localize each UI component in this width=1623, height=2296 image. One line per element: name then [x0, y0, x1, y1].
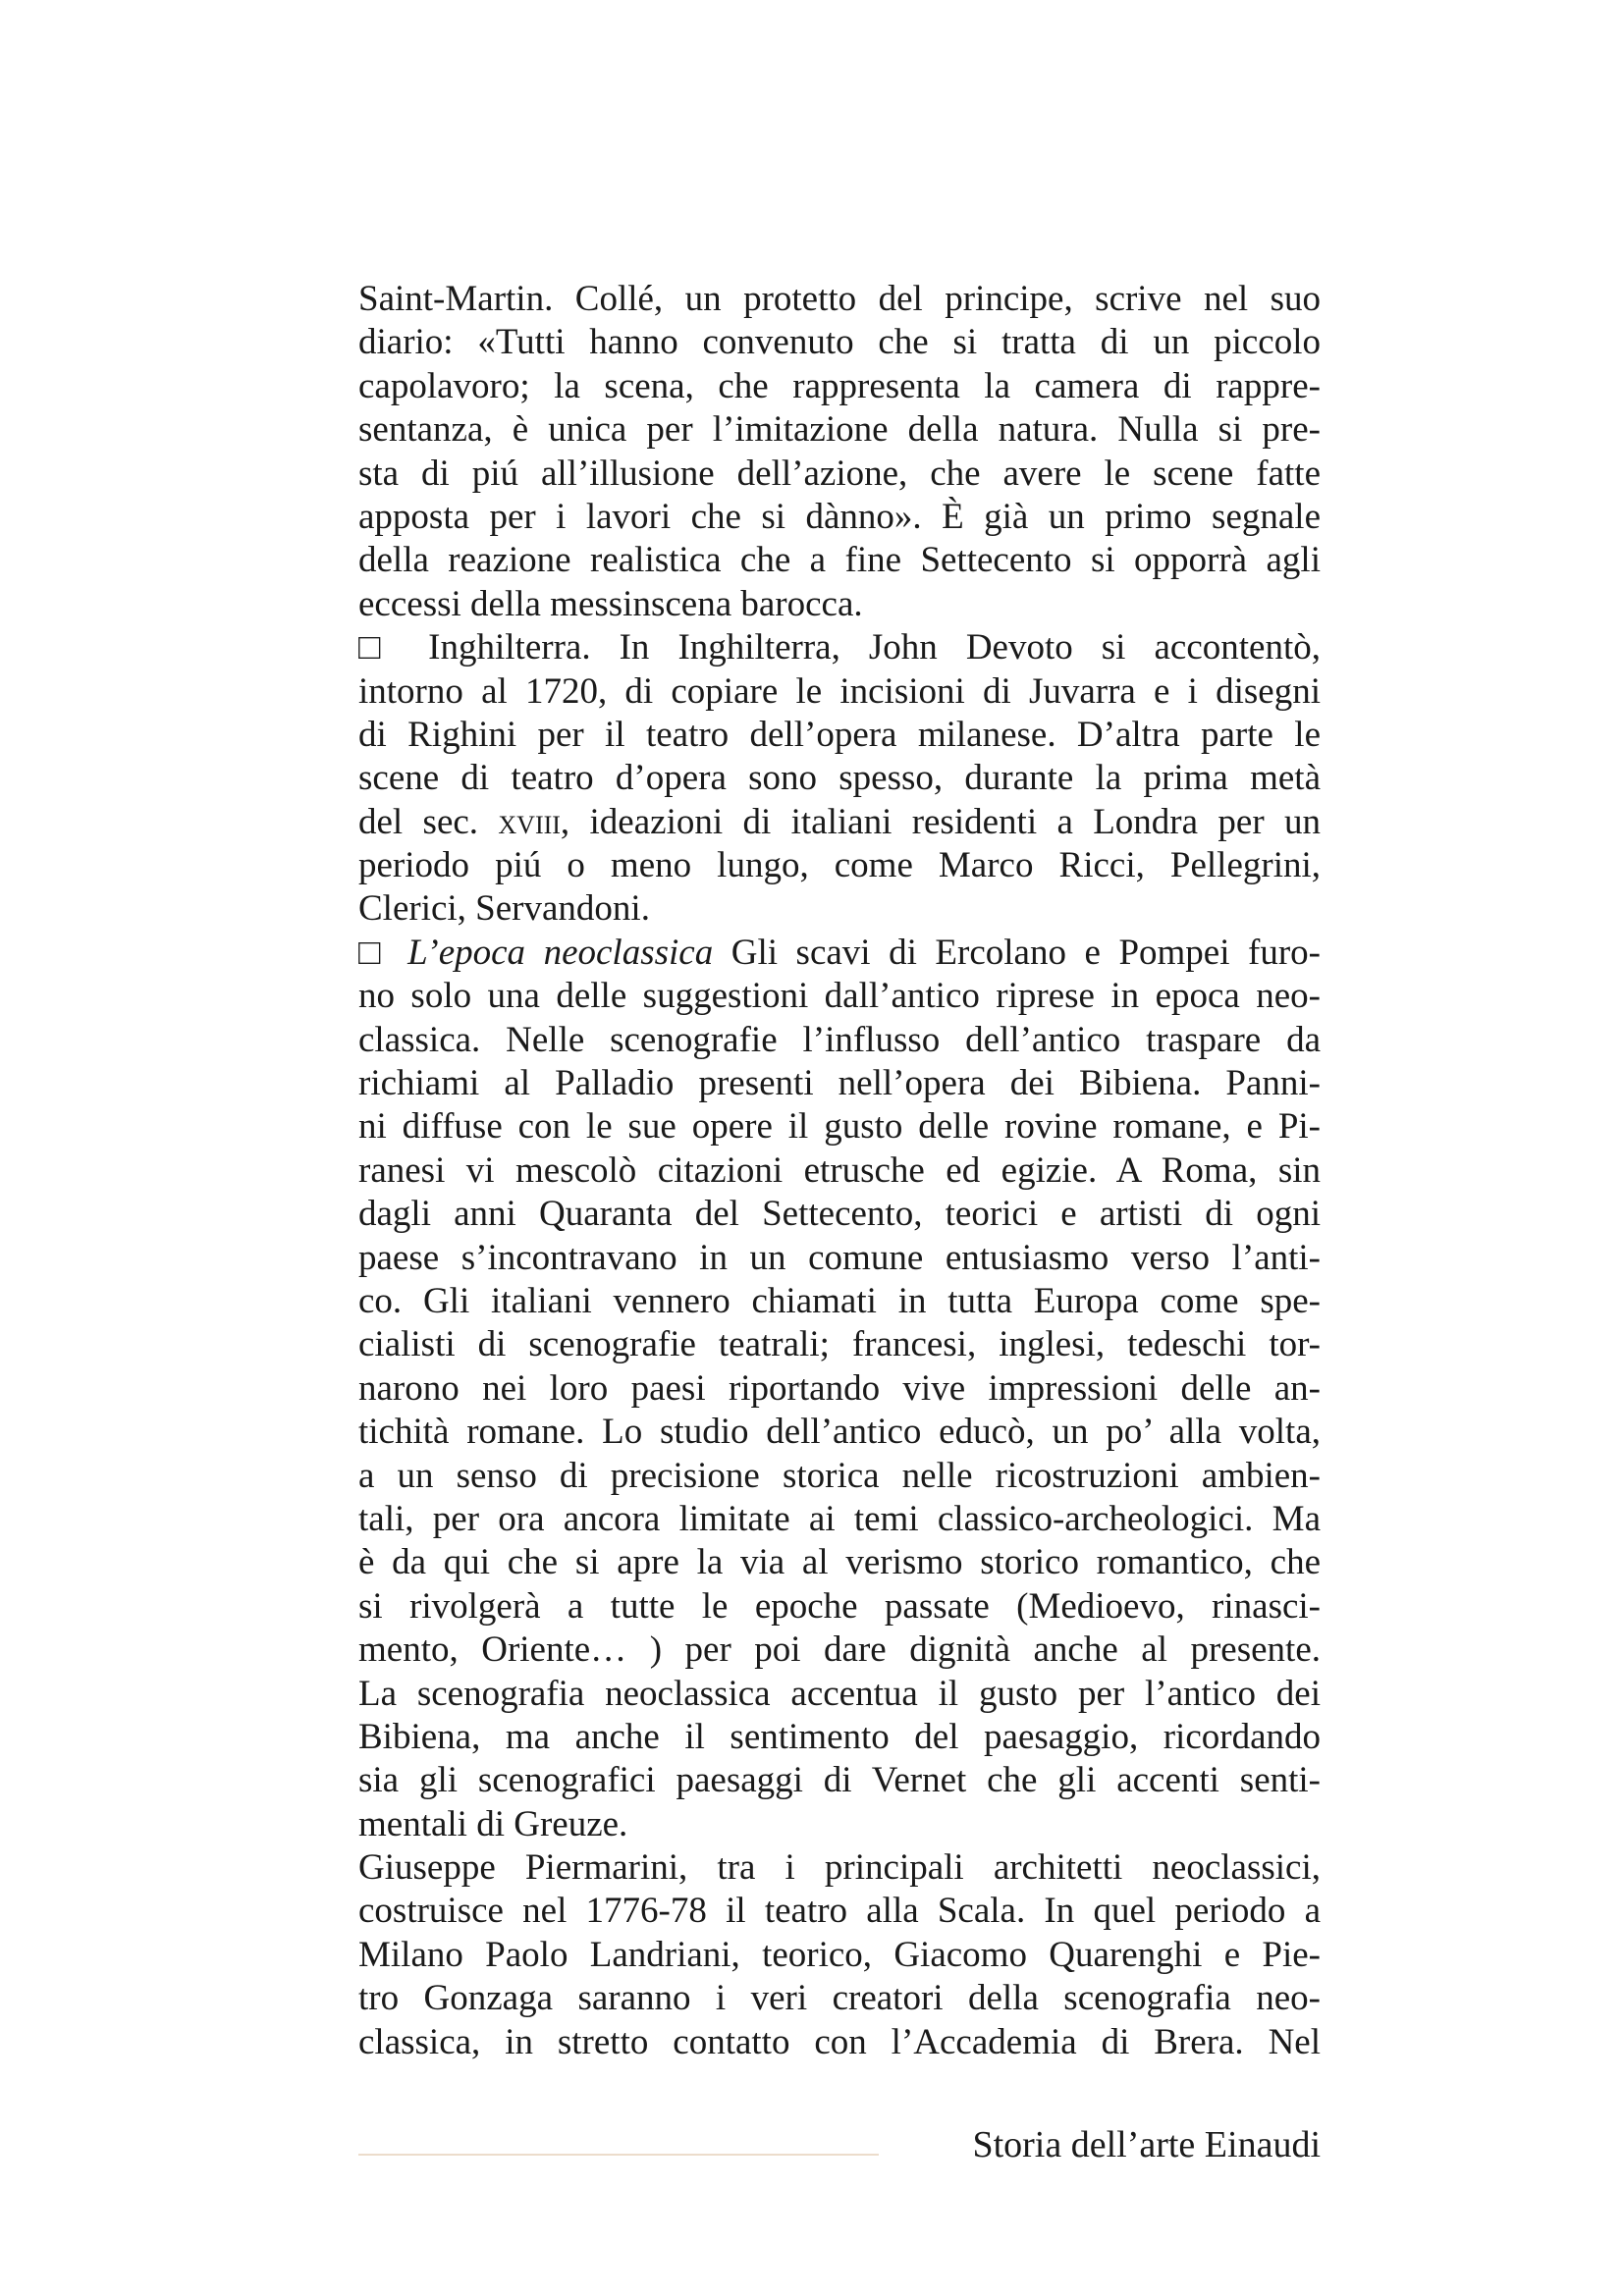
roman-numeral: xviii [498, 801, 561, 842]
text-run: costruisce nel 1776-78 il teatro alla Scala. In quel periodo a [358, 1891, 1321, 1932]
footer-rule [358, 2154, 879, 2156]
text-run: □ [358, 932, 408, 973]
text-run: tali, per ora ancora limitate ai temi classico-archeologici. Ma [358, 1498, 1321, 1539]
text-line [358, 1455, 1321, 1498]
text-run: ranesi vi mescolò citazioni etrusche ed egizie. A Roma, sin [358, 1149, 1321, 1191]
text-run: cialisti di scenografie teatrali; francesi, inglesi, tedeschi tor- [358, 1324, 1321, 1365]
text-run: diario: «Tutti hanno convenuto che si tratta di un piccolo [358, 322, 1321, 363]
text-run: tichità romane. Lo studio dell’antico educò, un po’ alla volta, [358, 1412, 1321, 1453]
text-line [358, 1149, 1321, 1193]
text-run: scene di teatro d’opera sono spesso, durante la prima metà [358, 758, 1321, 799]
text-line [358, 1541, 1321, 1584]
text-line [358, 408, 1321, 452]
text-line [358, 1673, 1321, 1716]
text-run: Clerici, Servandoni. [358, 888, 650, 930]
text-line [358, 1585, 1321, 1629]
text-line [358, 626, 1321, 669]
text-line [358, 1977, 1321, 2020]
text-line [358, 844, 1321, 887]
text-run: Saint-Martin. Collé, un protetto del principe, scrive nel suo [358, 279, 1321, 319]
text-run: La scenografia neoclassica accentua il gusto per l’antico dei [358, 1673, 1321, 1714]
text-line [358, 365, 1321, 408]
text-line [358, 757, 1321, 800]
text-run: , ideazioni di italiani residenti a Londra per un [560, 801, 1321, 842]
text-run: eccessi della messinscena barocca. [358, 583, 863, 624]
text-line [358, 932, 1321, 975]
text-line [358, 1759, 1321, 1802]
text-line [358, 1280, 1321, 1323]
text-run: Bibiena, ma anche il sentimento del paesaggio, ricordando [358, 1716, 1321, 1757]
text-run: ni diffuse con le sue opere il gusto delle rovine romane, e Pi- [358, 1106, 1321, 1148]
text-line [358, 1629, 1321, 1672]
section-heading-italic: L’epoca neoclassica [407, 932, 714, 973]
text-line [358, 801, 1321, 844]
text-run: mentali di Greuze. [358, 1803, 628, 1844]
text-run: sta di piú all’illusione dell’azione, che avere le scene fatte [358, 453, 1321, 494]
text-run: capolavoro; la scena, che rappresenta la camera di rappre- [358, 365, 1321, 406]
text-run: intorno al 1720, di copiare le incisioni di Juvarra e i disegni [358, 670, 1321, 712]
text-run: a un senso di precisione storica nelle ricostruzioni ambien- [358, 1455, 1321, 1496]
text-line [358, 1105, 1321, 1148]
text-run: periodo piú o meno lungo, come Marco Ricci, Pellegrini, [358, 845, 1321, 886]
text-run: no solo una delle suggestioni dall’antico riprese in epoca neo- [358, 976, 1321, 1017]
text-run: classica, in stretto contatto con l’Accademia di Brera. Nel [358, 2021, 1321, 2062]
text-run: sia gli scenografici paesaggi di Vernet che gli accenti senti- [358, 1760, 1321, 1801]
text-run: apposta per i lavori che si dànno». È già un primo segnale [358, 496, 1321, 537]
text-run: co. Gli italiani vennero chiamati in tutta Europa come spe- [358, 1280, 1321, 1321]
text-run: sentanza, è unica per l’imitazione della natura. Nulla si pre- [358, 409, 1321, 451]
text-run: □ Inghilterra. In Inghilterra, John Devoto si accontentò, [358, 627, 1321, 668]
text-run: classica. Nelle scenografie l’influsso dell’antico traspare da [358, 1019, 1321, 1060]
text-line [358, 496, 1321, 539]
text-line [358, 1019, 1321, 1062]
text-line [358, 453, 1321, 496]
text-line [358, 1934, 1321, 1977]
text-run: Giuseppe Piermarini, tra i principali architetti neoclassici, [358, 1847, 1321, 1889]
text-run: della reazione realistica che a fine Settecento si opporrà agli [358, 540, 1321, 581]
text-run: Milano Paolo Landriani, teorico, Giacomo Quarenghi e Pie- [358, 1934, 1321, 1975]
text-line [358, 1716, 1321, 1759]
text-line [358, 278, 1321, 321]
text-line [358, 321, 1321, 364]
text-run: mento, Oriente… ) per poi dare dignità anche al presente. [358, 1629, 1321, 1671]
text-line [358, 1193, 1321, 1236]
text-run: tro Gonzaga saranno i veri creatori della scenografia neo- [358, 1978, 1321, 2019]
text-line [358, 1367, 1321, 1411]
text-line [358, 1237, 1321, 1280]
text-run: di Righini per il teatro dell’opera milanese. D’altra parte le [358, 714, 1321, 755]
text-run: paese s’incontravano in un comune entusiasmo verso l’anti- [358, 1237, 1321, 1278]
text-run: si rivolgerà a tutte le epoche passate (Medioevo, rinasci- [358, 1585, 1321, 1627]
text-run: del sec. [358, 801, 499, 842]
text-run: richiami al Palladio presenti nell’opera dei Bibiena. Panni- [358, 1063, 1321, 1104]
text-line [358, 887, 1321, 931]
text-line [358, 1890, 1321, 1933]
text-line [358, 975, 1321, 1018]
text-line [358, 1323, 1321, 1366]
footer-title: Storia dell’arte Einaudi [972, 2124, 1321, 2165]
text-line [358, 1498, 1321, 1541]
text-line [358, 670, 1321, 714]
page-body-text [358, 278, 1321, 2064]
text-line [358, 1062, 1321, 1105]
text-line [358, 2021, 1321, 2064]
text-line [358, 1846, 1321, 1890]
text-line [358, 1803, 1321, 1846]
text-line [358, 714, 1321, 757]
text-run: dagli anni Quaranta del Settecento, teorici e artisti di ogni [358, 1194, 1321, 1235]
text-line [358, 583, 1321, 626]
text-run: è da qui che si apre la via al verismo storico romantico, che [358, 1542, 1321, 1583]
text-line [358, 539, 1321, 582]
text-run: Gli scavi di Ercolano e Pompei furo- [713, 932, 1321, 973]
text-run: narono nei loro paesi riportando vive impressioni delle an- [358, 1367, 1321, 1409]
text-line [358, 1411, 1321, 1454]
